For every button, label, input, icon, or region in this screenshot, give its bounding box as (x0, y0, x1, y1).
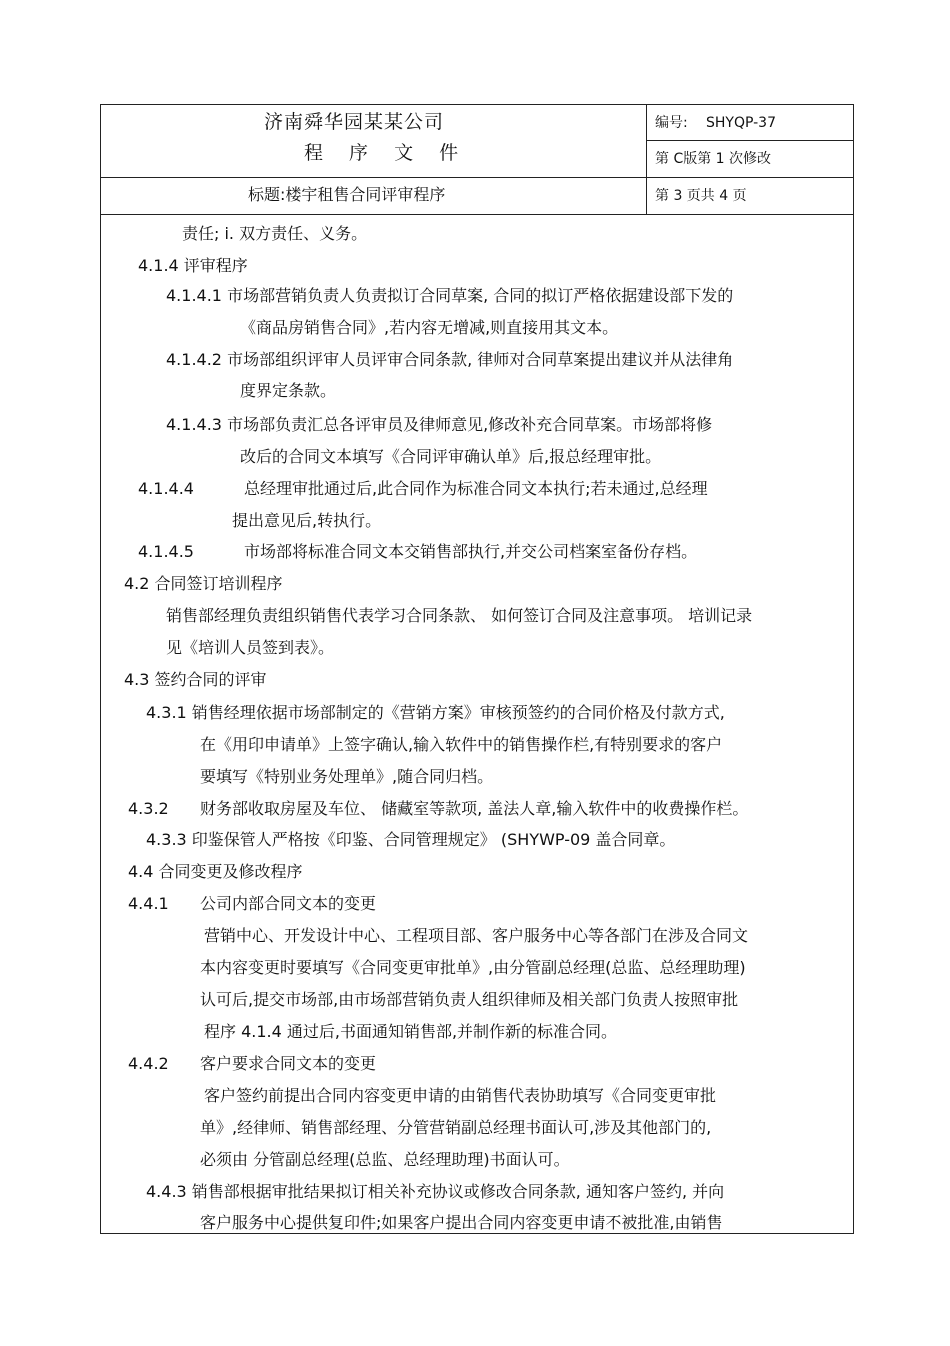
body-line: 市场部将标准合同文本交销售部执行,并交公司档案室备份存档。 (244, 542, 698, 561)
body-line: 4.1.4.3 市场部负责汇总各评审员及律师意见,修改补充合同草案。市场部将修 (166, 415, 713, 434)
section-number: 4.4.2 (128, 1054, 169, 1073)
body-line: 本内容变更时要填写《合同变更审批单》,由分管副总经理(总监、总经理助理) (200, 958, 746, 977)
doc-code-value: SHYQP-37 (706, 115, 776, 131)
body-line: 公司内部合同文本的变更 (200, 894, 377, 913)
company-name: 济南舜华园某某公司 (264, 111, 445, 133)
section-number: 4.1.4.5 (138, 542, 194, 561)
section-heading: 4.2 合同签订培训程序 (124, 574, 283, 593)
body-line: 提出意见后,转执行。 (232, 511, 382, 530)
body-line: 单》,经律师、销售部经理、分管营销副总经理书面认可,涉及其他部门的, (200, 1118, 712, 1137)
body-line: 认可后,提交市场部,由市场部营销负责人组织律师及相关部门负责人按照审批 (200, 990, 739, 1009)
body-line: 客户服务中心提供复印件;如果客户提出合同内容变更申请不被批准,由销售 (200, 1213, 723, 1232)
section-number: 4.4.1 (128, 894, 169, 913)
body-line: 营销中心、开发设计中心、工程项目部、客户服务中心等各部门在涉及合同文 (204, 926, 749, 945)
body-line: 责任; i. 双方责任、义务。 (182, 224, 368, 243)
body-line: 4.1.4.2 市场部组织评审人员评审合同条款, 律师对合同草案提出建议并从法律角 (166, 350, 734, 369)
body-line: 《商品房销售合同》,若内容无增减,则直接用其文本。 (240, 318, 619, 337)
section-number: 4.3.2 (128, 799, 169, 818)
body-line: 要填写《特别业务处理单》,随合同归档。 (200, 767, 494, 786)
body-line: 4.4.3 销售部根据审批结果拟订相关补充协议或修改合同条款, 通知客户签约, 并向 (146, 1182, 725, 1201)
section-number: 4.1.4.4 (138, 479, 194, 498)
body-line: 总经理审批通过后,此合同作为标准合同文本执行;若未通过,总经理 (244, 479, 708, 498)
body-line: 销售部经理负责组织销售代表学习合同条款、 如何签订合同及注意事项。 培训记录 (166, 606, 753, 625)
header-divider-3 (100, 214, 854, 215)
body-line: 见《培训人员签到表》。 (166, 638, 335, 657)
page-number: 第 3 页共 4 页 (655, 188, 747, 204)
section-heading: 4.1.4 评审程序 (138, 256, 248, 275)
doc-title: 标题:楼宇租售合同评审程序 (248, 185, 446, 204)
doc-code-label: 编号: (655, 115, 688, 131)
body-line: 4.1.4.1 市场部营销负责人负责拟订合同草案, 合同的拟订严格依据建设部下发的 (166, 286, 734, 305)
body-line: 程序 4.1.4 通过后,书面通知销售部,并制作新的标准合同。 (204, 1022, 618, 1041)
body-line: 改后的合同文本填写《合同评审确认单》后,报总经理审批。 (240, 447, 662, 466)
body-line: 在《用印申请单》上签字确认,输入软件中的销售操作栏,有特别要求的客户 (200, 735, 723, 754)
body-line: 客户签约前提出合同内容变更申请的由销售代表协助填写《合同变更审批 (204, 1086, 717, 1105)
body-line: 客户要求合同文本的变更 (200, 1054, 377, 1073)
header-divider-2 (100, 177, 854, 178)
body-line: 财务部收取房屋及车位、 储藏室等款项, 盖法人章,输入软件中的收费操作栏。 (200, 799, 749, 818)
doc-type: 程 序 文 件 (304, 142, 469, 164)
doc-version: 第 C版第 1 次修改 (655, 151, 772, 167)
header-divider-1 (646, 140, 854, 141)
body-line: 4.3.3 印鉴保管人严格按《印鉴、合同管理规定》 (SHYWP-09 盖合同章。 (146, 830, 676, 849)
body-line: 度界定条款。 (240, 381, 337, 400)
body-line: 4.3.1 销售经理依据市场部制定的《营销方案》审核预签约的合同价格及付款方式, (146, 703, 725, 722)
header-column-divider (646, 104, 647, 214)
body-line: 必须由 分管副总经理(总监、总经理助理)书面认可。 (200, 1150, 570, 1169)
section-heading: 4.4 合同变更及修改程序 (128, 862, 303, 881)
section-heading: 4.3 签约合同的评审 (124, 670, 267, 689)
